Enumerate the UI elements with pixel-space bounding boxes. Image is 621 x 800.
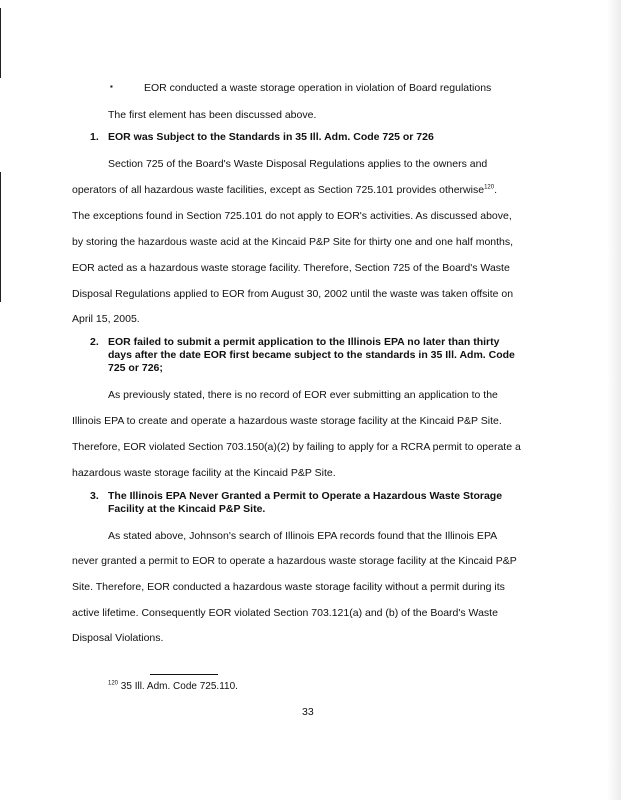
footnote-separator: [150, 674, 218, 675]
section1-line-text: operators of all hazardous waste facilities, except as Section 725.101 provides otherwise: [72, 184, 485, 196]
footnote-text: 35 Ill. Adm. Code 725.110.: [120, 681, 238, 692]
section3-line: active lifetime. Consequently EOR violated Section 703.121(a) and (b) of the Board's Waste: [72, 607, 498, 619]
section3-number: 3.: [90, 490, 99, 502]
section3-heading-line: The Illinois EPA Never Granted a Permit to Operate a Hazardous Waste Storage: [108, 490, 503, 502]
section2-line: As previously stated, there is no record of EOR ever submitting an application to the: [108, 389, 498, 401]
bullet-text: EOR conducted a waste storage operation in violation of Board regulations: [144, 82, 492, 94]
section2-line: Therefore, EOR violated Section 703.150(a)(2) by failing to apply for a RCRA permit to operate a: [72, 441, 521, 453]
intro-text: The first element has been discussed above.: [108, 109, 317, 121]
section1-line: [72, 184, 497, 196]
bullet-glyph: ▪: [110, 82, 113, 91]
section2-heading-line: 725 or 726;: [108, 362, 163, 374]
section1-line: EOR acted as a hazardous waste storage facility. Therefore, Section 725 of the Board's Waste: [72, 262, 510, 274]
scan-edge-mark: [0, 172, 1, 302]
section1-line: The exceptions found in Section 725.101 do not apply to EOR's activities. As discussed above,: [72, 210, 512, 222]
scan-shadow: [607, 0, 621, 800]
section1-line: April 15, 2005.: [72, 313, 140, 325]
footnote: [108, 681, 238, 692]
section3-line: never granted a permit to EOR to operate a hazardous waste storage facility at the Kincaid P&P: [72, 555, 517, 567]
section2-line: Illinois EPA to create and operate a hazardous waste storage facility at the Kincaid P&P Site.: [72, 415, 502, 427]
section1-line: Disposal Regulations applied to EOR from August 30, 2002 until the waste was taken offsite on: [72, 288, 514, 300]
section3-line: Disposal Violations.: [72, 632, 164, 644]
page-number: 33: [302, 706, 314, 718]
scan-edge-mark: [0, 8, 1, 78]
section1-line-tail: .: [494, 184, 498, 196]
section2-heading-line: days after the date EOR first became subject to the standards in 35 Ill. Adm. Code: [108, 349, 515, 361]
section1-heading: EOR was Subject to the Standards in 35 Ill. Adm. Code 725 or 726: [108, 131, 434, 143]
section3-line: As stated above, Johnson's search of Illinois EPA records found that the Illinois EPA: [108, 530, 498, 542]
section2-heading-line: EOR failed to submit a permit application to the Illinois EPA no later than thirty: [108, 336, 500, 348]
section3-heading-line: Facility at the Kincaid P&P Site.: [108, 503, 266, 515]
section1-line: by storing the hazardous waste acid at the Kincaid P&P Site for thirty one and one half months,: [72, 236, 514, 248]
section2-number: 2.: [90, 336, 99, 348]
section3-line: Site. Therefore, EOR conducted a hazardous waste storage facility without a permit during its: [72, 581, 505, 593]
section1-line: Section 725 of the Board's Waste Disposal Regulations applies to the owners and: [108, 158, 488, 170]
section1-number: 1.: [90, 131, 99, 143]
footnote-reference: 120: [484, 184, 495, 191]
section2-line: hazardous waste storage facility at the Kincaid P&P Site.: [72, 467, 336, 479]
footnote-number: 120: [108, 680, 119, 687]
